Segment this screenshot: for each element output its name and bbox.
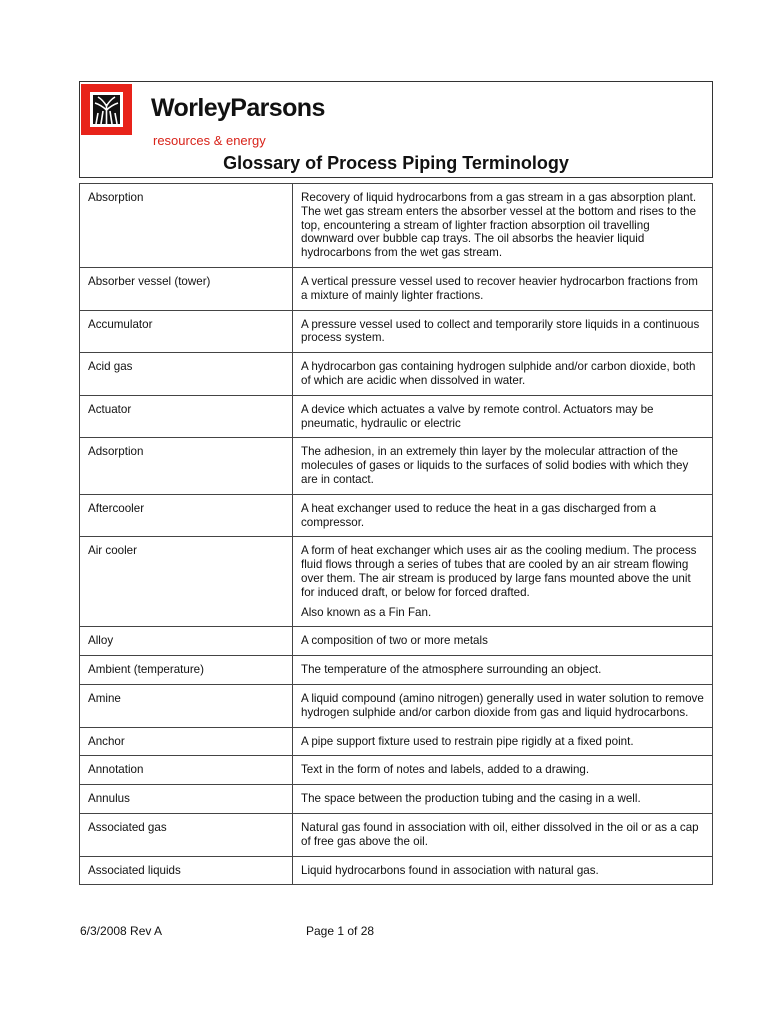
definition-paragraph: The adhesion, in an extremely thin layer by the molecular attraction of the molecules of gases or liquids to the surfaces of solid bodies with which they are in contact.	[301, 445, 689, 486]
worleyparsons-logo-icon	[81, 84, 132, 135]
definition-paragraph: The space between the production tubing and the casing in a well.	[301, 792, 641, 806]
glossary-row	[80, 856, 713, 885]
glossary-definition	[293, 627, 713, 656]
glossary-row	[80, 438, 713, 494]
glossary-definition	[293, 756, 713, 785]
glossary-definition	[293, 438, 713, 494]
glossary-row	[80, 494, 713, 537]
glossary-row	[80, 184, 713, 268]
glossary-table	[79, 183, 713, 885]
glossary-row	[80, 310, 713, 353]
glossary-term: Acid gas	[80, 353, 293, 396]
definition-paragraph: A pipe support fixture used to restrain pipe rigidly at a fixed point.	[301, 734, 634, 748]
glossary-term: Absorber vessel (tower)	[80, 267, 293, 310]
glossary-term: Adsorption	[80, 438, 293, 494]
glossary-term: Absorption	[80, 184, 293, 268]
glossary-term: Amine	[80, 684, 293, 727]
document-header	[79, 81, 713, 178]
page-title: Glossary of Process Piping Terminology	[223, 153, 569, 173]
glossary-definition	[293, 267, 713, 310]
glossary-term: Annulus	[80, 785, 293, 814]
glossary-term: Accumulator	[80, 310, 293, 353]
glossary-definition	[293, 353, 713, 396]
glossary-definition	[293, 656, 713, 685]
glossary-row	[80, 537, 713, 627]
glossary-definition	[293, 184, 713, 268]
glossary-definition	[293, 727, 713, 756]
glossary-definition	[293, 310, 713, 353]
glossary-definition	[293, 494, 713, 537]
definition-paragraph: A hydrocarbon gas containing hydrogen sulphide and/or carbon dioxide, both of which are acidic when dissolved in water.	[301, 360, 696, 387]
definition-paragraph: A composition of two or more metals	[301, 634, 488, 648]
glossary-term: Associated gas	[80, 813, 293, 856]
glossary-row	[80, 813, 713, 856]
glossary-row	[80, 627, 713, 656]
glossary-row	[80, 656, 713, 685]
glossary-row	[80, 727, 713, 756]
definition-paragraph: The temperature of the atmosphere surrounding an object.	[301, 663, 602, 677]
glossary-row	[80, 353, 713, 396]
glossary-term: Ambient (temperature)	[80, 656, 293, 685]
definition-paragraph: Liquid hydrocarbons found in association with natural gas.	[301, 863, 599, 877]
glossary-definition	[293, 813, 713, 856]
glossary-definition	[293, 856, 713, 885]
definition-paragraph: Also known as a Fin Fan.	[301, 605, 432, 619]
glossary-row	[80, 756, 713, 785]
glossary-row	[80, 395, 713, 438]
glossary-term: Alloy	[80, 627, 293, 656]
definition-paragraph: A heat exchanger used to reduce the heat in a gas discharged from a compressor.	[301, 501, 657, 529]
footer-date-revision: 6/3/2008 Rev A	[80, 924, 163, 938]
glossary-definition	[293, 785, 713, 814]
glossary-term: Air cooler	[80, 537, 293, 627]
glossary-body	[80, 184, 713, 885]
definition-paragraph: A vertical pressure vessel used to recover heavier hydrocarbon fractions from a mixture of mainly lighter fractions.	[301, 274, 698, 302]
definition-paragraph: A form of heat exchanger which uses air as the cooling medium. The process fluid flows through a series of tubes that are cooled by an air stream flowing over them. The air stream is produced by large fans mounted above the unit for induced draft, or below for forced drafted.	[301, 544, 697, 599]
glossary-term: Anchor	[80, 727, 293, 756]
definition-paragraph: Recovery of liquid hydrocarbons from a gas stream in a gas absorption plant. The wet gas stream enters the absorber vessel at the bottom and rises to the top, encountering a stream of lighter fraction absorption oil travelling downward over bubble cap trays. The oil absorbs the heavier liquid hydrocarbons from the wet gas stream.	[301, 191, 697, 260]
definition-paragraph: A liquid compound (amino nitrogen) generally used in water solution to remove hydrogen sulphide and/or carbon dioxide from gas and liquid hydrocarbons.	[301, 691, 704, 719]
glossary-row	[80, 785, 713, 814]
brand-name: WorleyParsons	[151, 94, 325, 122]
glossary-row	[80, 267, 713, 310]
definition-paragraph: A device which actuates a valve by remote control. Actuators may be pneumatic, hydraulic or electric	[301, 402, 654, 430]
glossary-definition	[293, 395, 713, 438]
definition-paragraph: Natural gas found in association with oil, either dissolved in the oil or as a cap of free gas above the oil.	[301, 820, 699, 848]
glossary-term: Actuator	[80, 395, 293, 438]
glossary-definition	[293, 684, 713, 727]
definition-paragraph: Text in the form of notes and labels, added to a drawing.	[301, 763, 590, 777]
glossary-term: Associated liquids	[80, 856, 293, 885]
glossary-term: Aftercooler	[80, 494, 293, 537]
definition-paragraph: A pressure vessel used to collect and temporarily store liquids in a continuous process system.	[301, 317, 700, 345]
glossary-row	[80, 684, 713, 727]
glossary-definition	[293, 537, 713, 627]
brand-tagline: resources & energy	[153, 133, 266, 148]
glossary-term: Annotation	[80, 756, 293, 785]
footer-page-number: Page 1 of 28	[306, 924, 375, 938]
